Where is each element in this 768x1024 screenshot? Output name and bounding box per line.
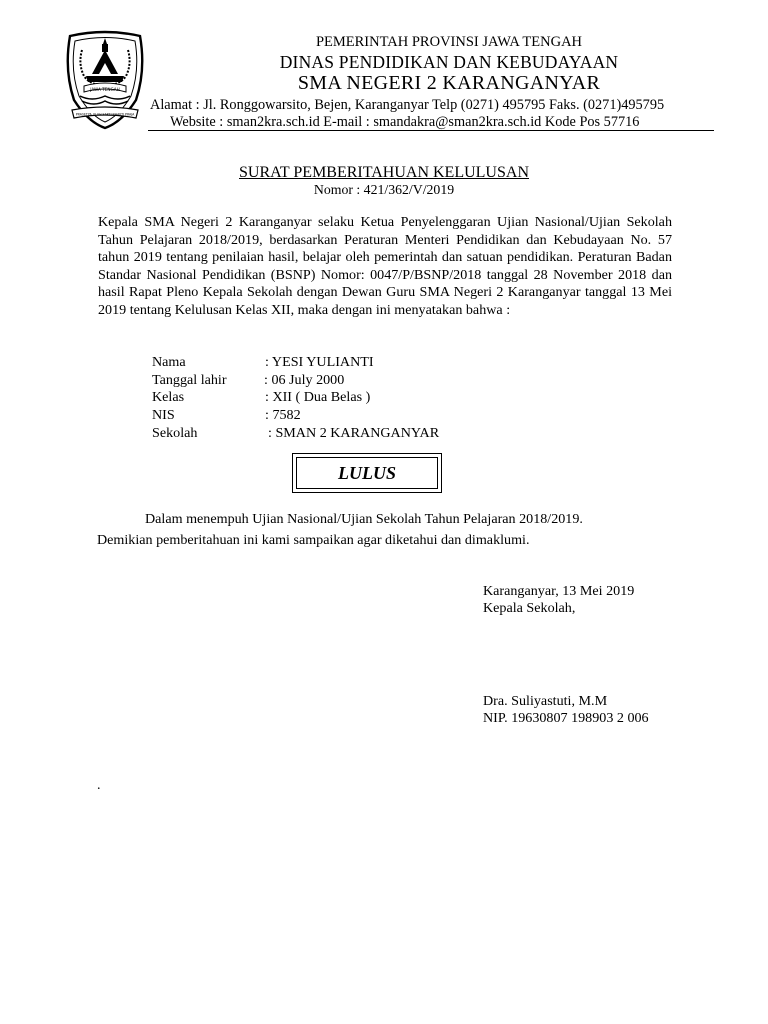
logo-motto-text: PRASETYA ULAH SAKTI BHAKTI PRAJA [75, 112, 135, 117]
letter-title [0, 164, 768, 182]
student-label-school: Sekolah [152, 425, 198, 441]
student-label-birthdate: Tanggal lahir [152, 372, 227, 388]
result-text: LULUS [296, 457, 438, 489]
student-value-name: : YESI YULIANTI [265, 354, 374, 370]
school-address: Alamat : Jl. Ronggowarsito, Bejen, Karanganyar Telp (0271) 495795 Faks. (0271)495795 [150, 97, 665, 113]
signer-name: Dra. Suliyastuti, M.M [483, 693, 608, 709]
trailing-mark: . [97, 778, 101, 793]
signer-nip: NIP. 19630807 198903 2 006 [483, 710, 649, 726]
student-label-name: Nama [152, 354, 186, 370]
school-contact: Website : sman2kra.sch.id E-mail : smandakra@sman2kra.sch.id Kode Pos 57716 [170, 114, 640, 130]
closing-statement: Demikian pemberitahuan ini kami sampaikan agar diketahui dan dimaklumi. [97, 532, 530, 548]
student-value-school: : SMAN 2 KARANGANYAR [268, 425, 440, 441]
student-label-class: Kelas [152, 389, 185, 405]
signer-position: Kepala Sekolah, [483, 600, 576, 616]
student-value-birthdate: : 06 July 2000 [264, 372, 345, 388]
place-date: Karanganyar, 13 Mei 2019 [483, 583, 635, 599]
department-heading: DINAS PENDIDIKAN DAN KEBUDAYAAN [279, 52, 619, 72]
letter-number: Nomor : 421/362/V/2019 [313, 182, 455, 197]
school-heading: SMA NEGERI 2 KARANGANYAR [297, 72, 601, 94]
logo-banner-text: JAWA TENGAH [90, 87, 120, 92]
letter-title-text: SURAT PEMBERITAHUAN KELULUSAN [239, 164, 529, 181]
province-emblem-logo [62, 30, 148, 130]
student-value-nis: : 7582 [265, 407, 301, 423]
result-box [292, 453, 442, 493]
student-label-nis: NIS [152, 407, 175, 423]
exam-statement: Dalam menempuh Ujian Nasional/Ujian Sekolah Tahun Pelajaran 2018/2019. [145, 511, 583, 527]
government-heading: PEMERINTAH PROVINSI JAWA TENGAH [315, 34, 583, 50]
letterhead-divider [148, 130, 714, 131]
opening-paragraph: Kepala SMA Negeri 2 Karanganyar selaku Ketua Penyelenggaran Ujian Nasional/Ujian Sekolah Tahun Pelajaran 2018/2019, berdasarkan Peraturan Menteri Pendidikan dan Kebudayaan No. 57 tahun 2019 tentang penilaian hasil, belajar oleh pemerintah dan satuan pendidikan. Peraturan Badan Standar Nasional Pendidikan (BSNP) Nomor: 0047/P/BSNP/2018 tanggal 28 November 2018 dan hasil Rapat Pleno Kepala Sekolah dengan Dewan Guru SMA Negeri 2 Karanganyar tanggal 13 Mei 2019 tentang Kelulusan Kelas XII, maka dengan ini menyatakan bahwa : [98, 214, 672, 318]
student-value-class: : XII ( Dua Belas ) [265, 389, 371, 405]
